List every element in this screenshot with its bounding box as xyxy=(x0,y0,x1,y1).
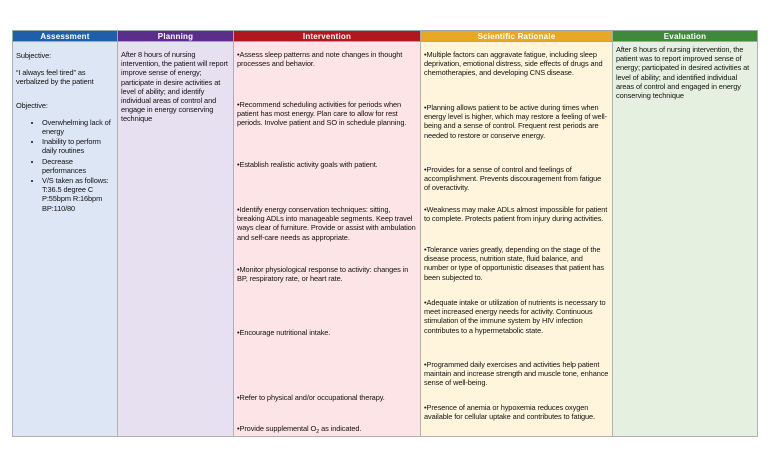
subjective-quote: “I always feel tired” as verbalized by the patient xyxy=(16,68,94,87)
rationale-item: •Provides for a sense of control and feelings of accomplishment. Prevents discouragement from fatigue of overactivity. xyxy=(424,165,602,193)
rationale-item: •Adequate intake or utilization of nutrients is necessary to meet increased energy needs for activity. Continuous stimulation of the immune system by HIV infection contributes to a hypermetabolic state. xyxy=(424,298,606,335)
objective-label: Objective: xyxy=(16,100,48,110)
header-assessment: Assessment xyxy=(13,31,118,42)
objective-item: • Overwhelming lack of energy xyxy=(42,118,114,136)
rationale-item: •Weakness may make ADLs almost impossible for patient to complete. Protects patient from injury during activities. xyxy=(424,205,608,224)
care-plan-table xyxy=(12,30,758,437)
header-planning: Planning xyxy=(118,31,234,42)
intervention-item: •Establish realistic activity goals with patient. xyxy=(237,160,378,169)
oxygen-tail: as indicated. xyxy=(319,424,362,433)
header-rationale: Scientific Rationale xyxy=(421,31,613,42)
rationale-item: •Tolerance varies greatly, depending on the stage of the disease process, nutrition state, fluid balance, and number or type of opportunistic diseases that patient has been subjected to. xyxy=(424,245,604,282)
objective-item: • V/S taken as follows: T:36.5 degree C P:55bpm R:16bpm BP:110/80 xyxy=(42,176,114,213)
evaluation-text: After 8 hours of nursing intervention, the patient was to report improved sense of energy; participated in desired activities at level of ability; and identified individual areas of control and engaged in energy conserving technique xyxy=(616,45,750,101)
rationale-item: •Planning allows patient to be active during times when energy level is higher, which may restore a feeling of well-being and a sense of control. Frequent rest periods are needed to restore or conserve energy. xyxy=(424,103,607,140)
oxygen-text: •Provide supplemental O xyxy=(237,424,317,433)
objective-list xyxy=(16,118,114,213)
intervention-item-oxygen xyxy=(237,424,417,437)
intervention-item: •Encourage nutritional intake. xyxy=(237,328,331,337)
intervention-cell xyxy=(234,42,421,437)
header-evaluation: Evaluation xyxy=(613,31,758,42)
o2-subscript: 2 xyxy=(316,429,320,435)
rationale-item: •Programmed daily exercises and activities help patient maintain and increase strength and muscle tone, enhance sense of well-being. xyxy=(424,360,609,388)
evaluation-cell xyxy=(613,42,758,437)
objective-item: • Decrease performances xyxy=(42,157,114,175)
rationale-item: •Multiple factors can aggravate fatigue, including sleep deprivation, emotional distress, side effects of drugs and chemotherapies, and developing CNS disease. xyxy=(424,50,603,78)
rationale-item: •Presence of anemia or hypoxemia reduces oxygen available for cellular uptake and contributes to fatigue. xyxy=(424,403,595,422)
objective-item: • Inability to perform daily routines xyxy=(42,137,114,155)
intervention-item: •Monitor physiological response to activity: changes in BP, respiratory rate, or heart rate. xyxy=(237,265,409,284)
intervention-item: •Identify energy conservation techniques: sitting, breaking ADLs into manageable segments. Keep travel ways clear of furniture. Provide or assist with ambulation and self-care needs as appropriate. xyxy=(237,205,416,242)
header-intervention: Intervention xyxy=(234,31,421,42)
rationale-cell xyxy=(421,42,613,437)
intervention-item: •Recommend scheduling activities for periods when patient has most energy. Plan care to allow for rest periods. Involve patient and SO in schedule planning. xyxy=(237,100,407,128)
assessment-cell xyxy=(13,42,118,437)
intervention-item: •Refer to physical and/or occupational therapy. xyxy=(237,393,385,402)
planning-cell xyxy=(118,42,234,437)
planning-text: After 8 hours of nursing intervention, the patient will report improve sense of energy; participate in desire activities at level of ability; and identify individual areas of control and engage in energy conserving technique xyxy=(121,50,228,124)
nursing-care-plan xyxy=(12,30,757,437)
subjective-label: Subjective: xyxy=(16,51,52,60)
intervention-item: •Assess sleep patterns and note changes in thought processes and behavior. xyxy=(237,50,403,69)
